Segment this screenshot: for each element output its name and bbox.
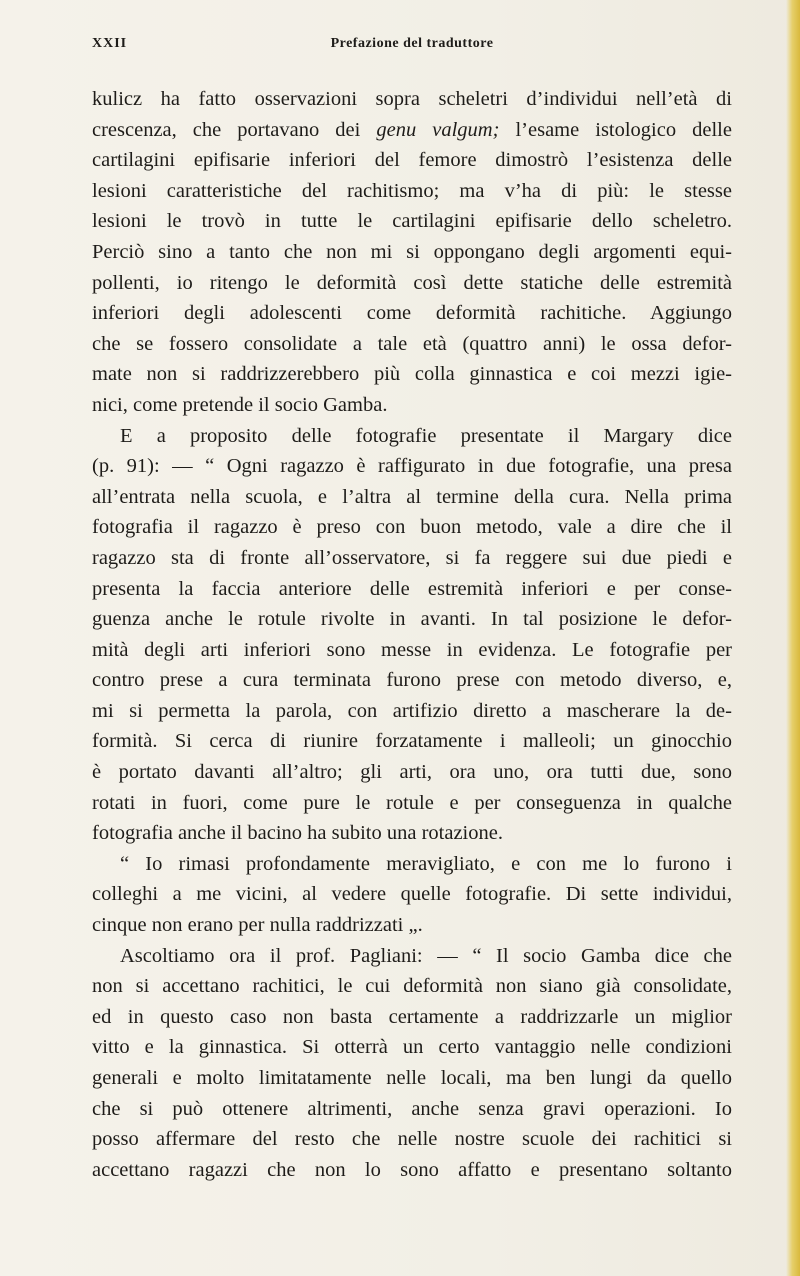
text-line: cartilagini epifisarie inferiori del femore dimostrò l’esistenza delle	[92, 149, 732, 172]
text-line: all’entrata nella scuola, e l’altra al termine della cura. Nella prima	[92, 485, 732, 508]
text-line: pollenti, io ritengo le deformità così dette statiche delle estremità	[92, 271, 732, 294]
text-line: ed in questo caso non basta certamente a raddrizzarle un miglior	[92, 1005, 732, 1028]
text-line: Perciò sino a tanto che non mi si oppongano degli argomenti equi-	[92, 240, 732, 263]
text-line: crescenza, che portavano dei genu valgum; l’esame istologico delle	[92, 118, 732, 141]
text-line: accettano ragazzi che non lo sono affatto e presentano soltanto	[92, 1158, 732, 1181]
text-line: guenza anche le rotule rivolte in avanti. In tal posizione le defor-	[92, 608, 732, 631]
text-line: mità degli arti inferiori sono messe in evidenza. Le fotografie per	[92, 638, 732, 661]
text-line: fotografia anche il bacino ha subito una rotazione.	[92, 822, 503, 845]
text-line: presenta la faccia anteriore delle estremità inferiori e per conse-	[92, 577, 732, 600]
text-line: formità. Si cerca di riunire forzatamente i malleoli; un ginocchio	[92, 730, 732, 753]
running-head	[92, 36, 732, 56]
text-line: mi si permetta la parola, con artifizio diretto a mascherare la de-	[92, 699, 732, 722]
text-line: E a proposito delle fotografie presentate il Margary dice	[120, 424, 732, 447]
page-edge	[786, 0, 800, 1276]
page-number: XXII	[92, 36, 128, 51]
text-line: ragazzo sta di fronte all’osservatore, si fa reggere sui due piedi e	[92, 546, 732, 569]
text-line: (p. 91): — “ Ogni ragazzo è raffigurato in due fotografie, una presa	[92, 455, 732, 478]
text-line: lesioni caratteristiche del rachitismo; ma v’ha di più: le stesse	[92, 179, 732, 202]
text-line: mate non si raddrizzerebbero più colla ginnastica e coi mezzi igie-	[92, 363, 732, 386]
text-line: che si può ottenere altrimenti, anche senza gravi operazioni. Io	[92, 1097, 732, 1120]
text-line: contro prese a cura terminata furono prese con metodo diverso, e,	[92, 669, 732, 692]
running-title: Prefazione del traduttore	[330, 36, 494, 51]
text-line: fotografia il ragazzo è preso con buon metodo, vale a dire che il	[92, 516, 732, 539]
text-line: è portato davanti all’altro; gli arti, ora uno, ora tutti due, sono	[92, 761, 732, 784]
text-line: nici, come pretende il socio Gamba.	[92, 393, 388, 416]
body-text	[92, 84, 732, 1185]
text-line: generali e molto limitatamente nelle locali, ma ben lungi da quello	[92, 1067, 732, 1089]
text-line: colleghi a me vicini, al vedere quelle fotografie. Di sette individui,	[92, 883, 732, 906]
text-line: cinque non erano per nulla raddrizzati „.	[92, 914, 423, 937]
text-line: Ascoltiamo ora il prof. Pagliani: — “ Il socio Gamba dice che	[120, 944, 732, 967]
text-line: rotati in fuori, come pure le rotule e per conseguenza in qualche	[92, 791, 732, 814]
text-line: che se fossero consolidate a tale età (quattro anni) le ossa defor-	[92, 332, 732, 355]
text-line: lesioni le trovò in tutte le cartilagini epifisarie dello scheletro.	[92, 210, 732, 233]
text-line: non si accettano rachitici, le cui deformità non siano già consolidate,	[92, 975, 732, 998]
text-line: “ Io rimasi profondamente meravigliato, e con me lo furono i	[120, 852, 732, 875]
text-line: inferiori degli adolescenti come deformità rachitiche. Aggiungo	[92, 302, 732, 325]
text-line: vitto e la ginnastica. Si otterrà un certo vantaggio nelle condizioni	[92, 1036, 732, 1059]
text-line: posso affermare del resto che nelle nostre scuole dei rachitici si	[92, 1128, 732, 1151]
text-line: kulicz ha fatto osservazioni sopra scheletri d’individui nell’età di	[92, 88, 732, 110]
